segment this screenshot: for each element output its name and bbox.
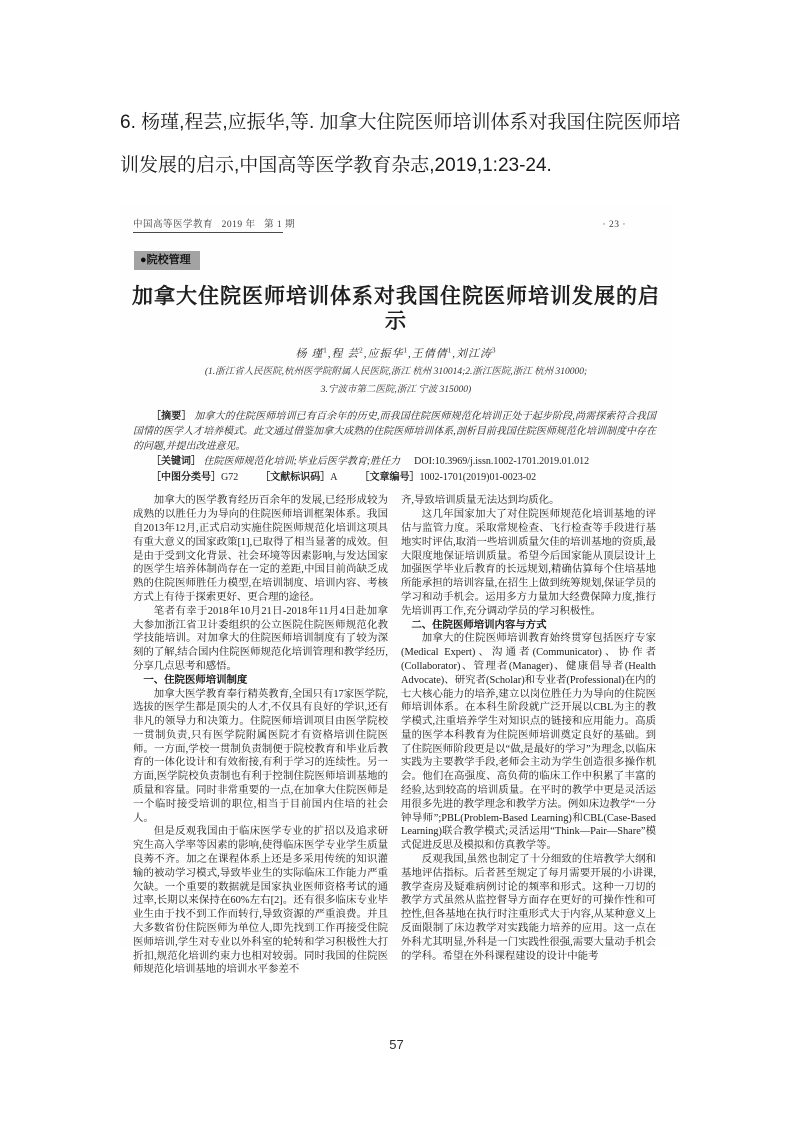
author-list: 杨 瑾$^1$,程 芸$^2$,应振华$^1$,王倩倩$^1$,刘江涛$^3$ <box>295 346 497 361</box>
clc-label: ［中图分类号］ <box>151 471 221 483</box>
body-paragraph: 加拿大的医学教育经历百余年的发展,已经形成较为成熟的以胜任力为导向的住院医师培训框架体系。我国自2013年12月,正式启动实施住院医师规范化培训这项具有重大意义的国家政策[1],已取得了相当显著的成效。但是由于受到文化背景、社会环境等因素影响,与发达国家的医学生培养体制尚存在一定的差距,中国目前尚缺乏成熟的住院医师胜任力模型,在培训制度、培训内容、考核方式上有待于探索更好、更合理的途径。 <box>133 495 388 603</box>
article-title: 加拿大住院医师培训体系对我国住院医师培训发展的启示 <box>132 285 660 334</box>
body-paragraph: 但是反观我国由于临床医学专业的扩招以及追求研究生高入学率等因素的影响,使得临床医学专业学生质量良莠不齐。加之在课程体系上还是多采用传统的知识灌输的被动学习模式,导致毕业生的实际临床工作能力严重欠缺。一个重要的数据就是国家执业医师资格考试的通过率,长期以来保持在60%左右[2]。还有很多临床专业毕业生由于找不到工作而转行,导致资源的严重浪费。并且大多数省份住院医师为单位人,即先找到工作再接受住院医师培训,学生对专业以外科室的轮转和学习积极性大打折扣,规范化培训约束力也相对较弱。同时我国的住院医师规范化培训基地的培训水平参差不 <box>133 826 388 976</box>
author-name: 王倩倩$^1$ <box>411 346 453 361</box>
affiliation-line-2: 3.宁波市第二医院,浙江 宁波 315000) <box>320 385 472 396</box>
column-section-tag: ●院校管理 <box>134 251 200 270</box>
keywords-text: 住院医师规范化培训;毕业后医学教育;胜任力 <box>201 456 401 468</box>
section-heading: 一、住院医师培训制度 <box>143 674 248 686</box>
body-paragraph: 这几年国家加大了对住院医师规范化培训基地的评估与监管力度。采取常规检查、飞行检查等手段进行基地实时评估,取消一些培训质量欠佳的培训基地的资质,最大限度地保证培训质量。希望今后国家能从顶层设计上加强医学毕业后教育的长远规划,精确估算每个住培基地所能承担的培训容量,在招生上做到统筹规划,保证学员的学习和动手机会。运用多方力量加大经费保障力度,推行先培训再工作,充分调动学员的学习积极性。 <box>401 509 656 617</box>
article-id-label: ［文章编号］ <box>359 471 420 483</box>
doc-code-label: ［文献标识码］ <box>260 471 331 483</box>
page-number: 57 <box>389 1037 404 1052</box>
journal-header <box>120 206 672 230</box>
journal-year: 2019 年 <box>221 220 256 230</box>
clc-value: G72 <box>221 471 239 483</box>
reference-citation: 6. 杨瑾,程芸,应振华,等. 加拿大住院医师培训体系对我国住院医师培训发展的启示,中国高等医学教育杂志,2019,1:23-24. <box>120 112 681 176</box>
doc-code-value: A <box>330 471 338 483</box>
body-columns <box>133 494 656 977</box>
body-paragraph: 笔者有幸于2018年10月21日-2018年11月4日赴加拿大参加浙江省卫计委组织的公立医院住院医师规范化教学技能培训。对加拿大的住院医师培训制度有了较为深刻的了解,结合国内住院医师规范化培训管理和教学经历,分享几点思考和感悟。 <box>133 605 388 672</box>
journal-name-issue <box>133 216 295 230</box>
author-name: 程 芸$^2$ <box>331 346 364 361</box>
abstract <box>133 410 656 454</box>
section-heading: 二、住院医师培训内容与方式 <box>411 619 547 631</box>
body-paragraph: 加拿大的住院医师培训教育始终贯穿包括医疗专家(Medical Expert)、沟通者(Communicator)、协作者(Collaborator)、管理者(Manager)、健康倡导者(Health Advocate)、研究者(Scholar)和专业者(Professional)在内的七大核心能力的培养,建立以岗位胜任力为导向的住院医师培训体系。在本科生阶段就广泛开展以CBL为主的教学模式,注重培养学生对知识点的链接和应用能力。高质量的医学本科教育为住院医师培训奠定良好的基础。到了住院医师阶段更是以“做,是最好的学习”为理念,以临床实践为主要教学手段,老师会主动为学生创造很多操作机会。他们在高强度、高负荷的临床工作中积累了丰富的经验,达到较高的培训质量。在平时的教学中更是灵活运用很多先进的教学理念和教学方法。例如床边教学“一分钟导师”;PBL(Problem-Based Learning)和CBL(Case-Based Learning)联合教学模式;灵活运用“Think—Pair—Share”模式促进反思及模拟和仿真教学等。 <box>401 633 656 852</box>
author-name: 应振华$^1$ <box>367 346 408 361</box>
left-column <box>133 494 388 977</box>
abstract-label: ［摘要］ <box>151 411 192 423</box>
author-name: 杨 瑾$^1$ <box>295 346 328 361</box>
body-paragraph: 反观我国,虽然也制定了十分细致的住培教学大纲和基地评估指标。后者甚至规定了每月需要开展的小讲课,教学查房及疑难病例讨论的频率和形式。这种一刀切的教学方式虽然从监控督导方面存在更好的可操作性和可控性,但各基地在执行时注重形式大于内容,从某种意义上反面限制了床边教学对实践能力培养的应用。这一点在外科尤其明显,外科是一门实践性很强,需要大量动手机会的学科。希望在外科课程建设的设计中能考 <box>401 854 656 962</box>
article-id-value: 1002-1701(2019)01-0023-02 <box>419 471 537 483</box>
meta-line <box>133 471 656 486</box>
right-column <box>401 494 656 977</box>
doi: DOI:10.3969/j.issn.1002-1701.2019.01.012 <box>414 456 590 468</box>
affiliation-line-1: (1.浙江省人民医院,杭州医学院附属人民医院,浙江 杭州 310014;2.浙江医院,浙江 杭州 310000; <box>204 367 588 378</box>
abstract-text: 加拿大的住院医师培训已有百余年的历史,而我国住院医师规范化培训正处于起步阶段,尚需探索符合我国国情的医学人才培养模式。此文通过借鉴加拿大成熟的住院医师培训体系,剖析目前我国住院医师规范化培训制度中存在的问题,并提出改进意见。 <box>133 411 657 452</box>
author-name: 刘江涛$^3$ <box>456 346 497 361</box>
body-paragraph: 齐,导致培训质量无法达到均质化。 <box>401 495 560 507</box>
journal-issue: 第 1 期 <box>264 220 296 230</box>
body-paragraph: 加拿大医学教育奉行精英教育,全国只有17家医学院,选拔的医学生都是顶尖的人才,不仅具有良好的学识,还有非凡的领导力和决策力。住院医师培训项目由医学院校一贯制负责,只有医学院附属医院才有资格培训住院医师。一方面,学校一贯制负责制便于院校教育和毕业后教育的一体化设计和有效衔接,有利于学习的连续性。另一方面,医学院校负责制也有利于控制住院医师培训基地的质量和容量。同时非常重要的一点,在加拿大住院医师是一个临时接受培训的职位,相当于目前国内住培的社会人。 <box>133 688 388 824</box>
journal-name: 中国高等医学教育 <box>133 220 214 230</box>
keywords-label: ［关键词］ <box>151 456 201 468</box>
header-rule <box>133 232 283 233</box>
journal-article-scan <box>120 206 672 976</box>
journal-page-marker: · 23 · <box>602 220 626 230</box>
keywords-line <box>133 455 656 470</box>
